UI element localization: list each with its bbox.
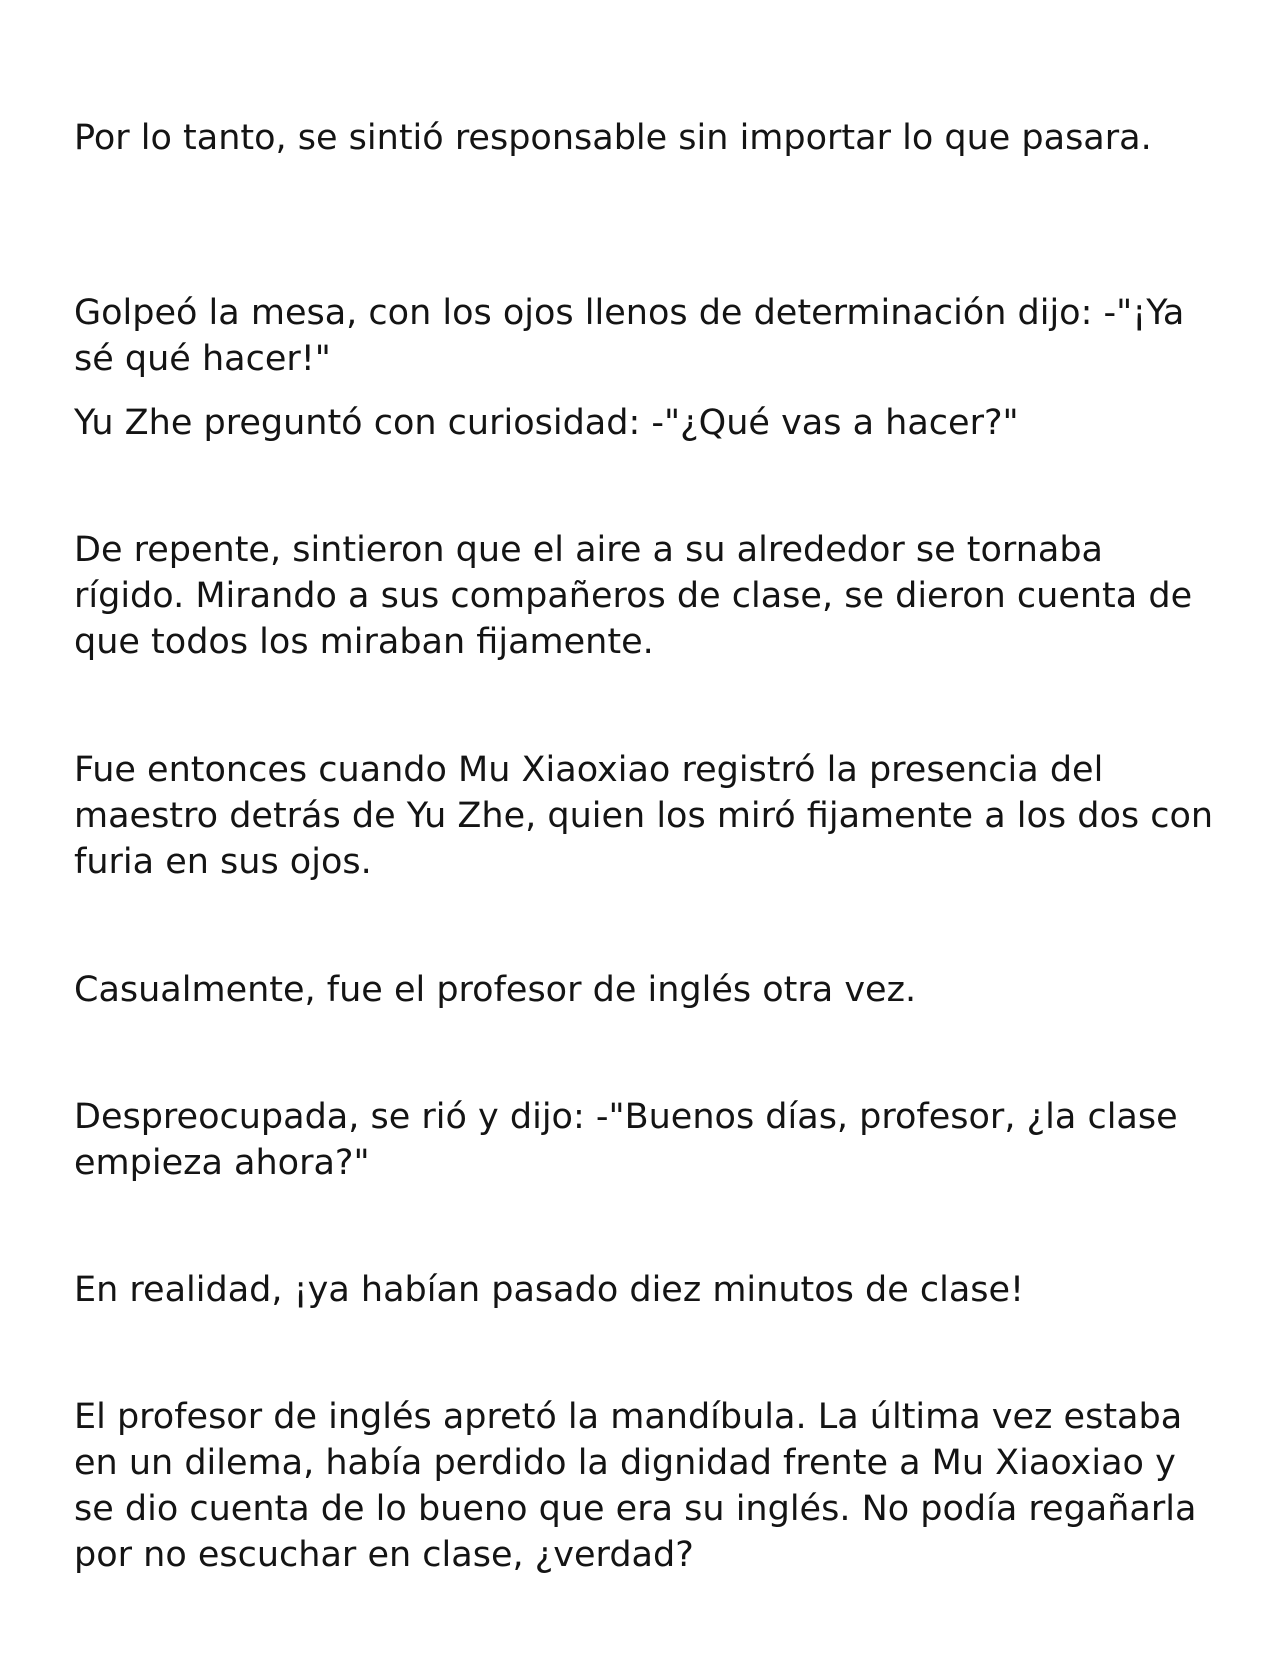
paragraph-teacher-presence: Fue entonces cuando Mu Xiaoxiao registró la presencia del maestro detrás de Yu Zhe, quien los miró fijamente a los dos con furia en sus ojos. xyxy=(74,750,1214,882)
paragraph-english-teacher: Casualmente, fue el profesor de inglés otra vez. xyxy=(74,970,917,1010)
paragraph-yu-zhe-question: Yu Zhe preguntó con curiosidad: -"¿Qué vas a hacer?" xyxy=(74,403,1019,443)
paragraph-good-morning: Despreocupada, se rió y dijo: -"Buenos días, profesor, ¿la clase empieza ahora?" xyxy=(74,1097,1178,1183)
paragraph-air-rigid: De repente, sintieron que el aire a su alrededor se tornaba rígido. Mirando a sus compañeros de clase, se dieron cuenta de que todos los miraban fijamente. xyxy=(74,530,1193,662)
paragraph-responsible: Por lo tanto, se sintió responsable sin importar lo que pasara. xyxy=(74,118,1152,158)
paragraph-clenched-jaw: El profesor de inglés apretó la mandíbula. La última vez estaba en un dilema, había perdido la dignidad frente a Mu Xiaoxiao y se dio cuenta de lo bueno que era su inglés. No podía regañarla por no escuchar en clase, ¿verdad? xyxy=(74,1397,1197,1575)
paragraph-ten-minutes: En realidad, ¡ya habían pasado diez minutos de clase! xyxy=(74,1270,1025,1310)
paragraph-hit-table: Golpeó la mesa, con los ojos llenos de determinación dijo: -"¡Ya sé qué hacer!" xyxy=(74,293,1185,379)
